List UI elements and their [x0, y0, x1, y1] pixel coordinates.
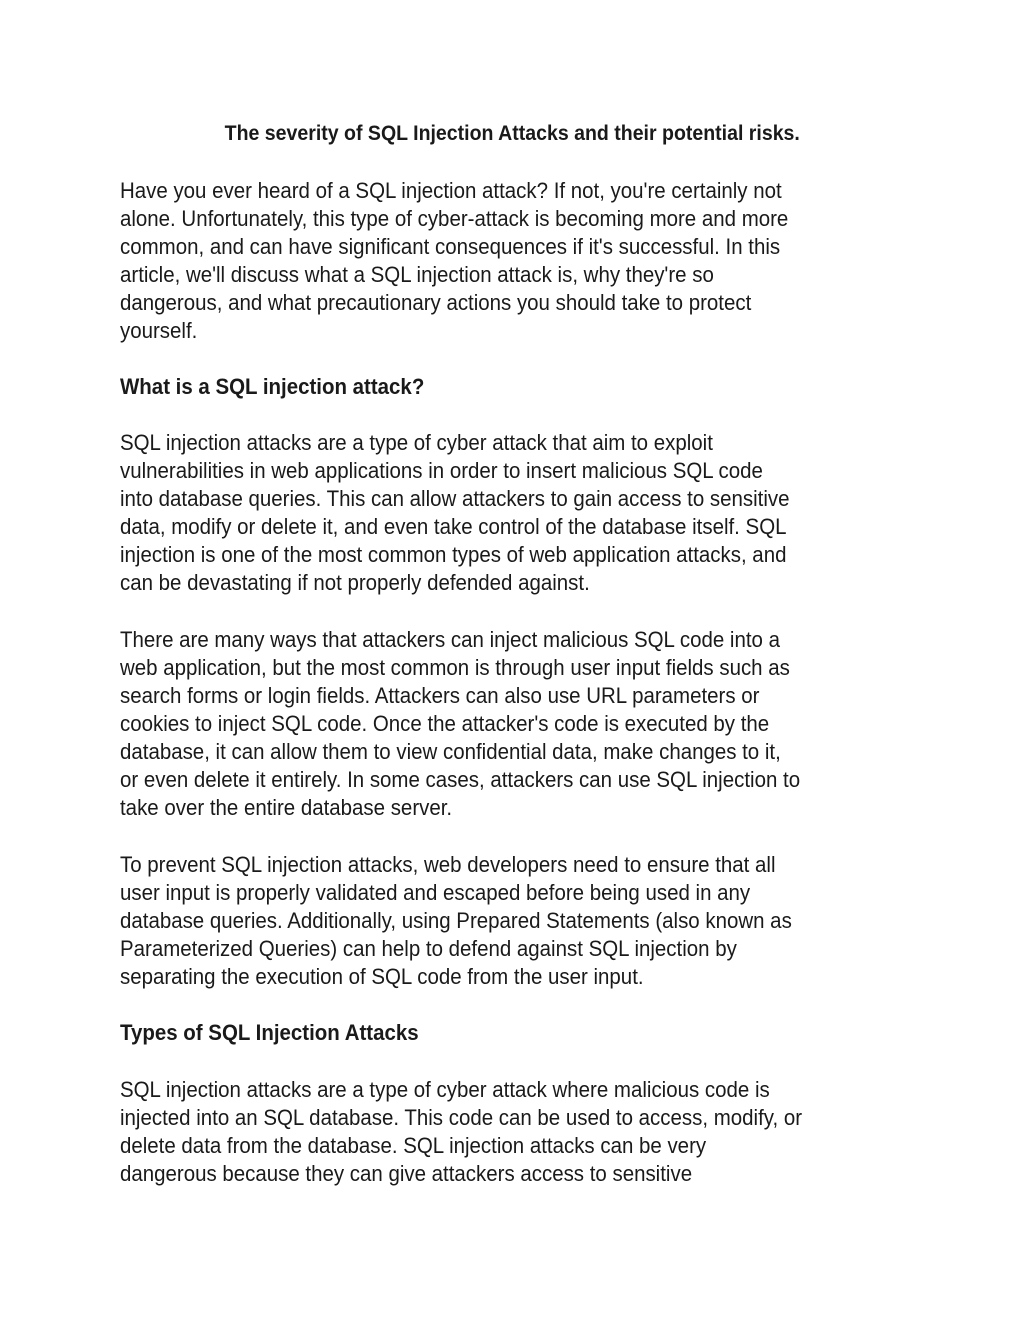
- text-line: web application, but the most common is through user input fields such as: [120, 655, 790, 680]
- text-line: database, it can allow them to view confidential data, make changes to it,: [120, 739, 781, 764]
- text-line: injected into an SQL database. This code can be used to access, modify, or: [120, 1105, 803, 1130]
- text-line: or even delete it entirely. In some cases, attackers can use SQL injection to: [120, 767, 801, 792]
- text-line: There are many ways that attackers can inject malicious SQL code into a: [120, 627, 780, 652]
- document-title-text: The severity of SQL Injection Attacks and their potential risks.: [224, 122, 800, 145]
- section-heading: What is a SQL injection attack?: [120, 374, 425, 399]
- text-line: dangerous, and what precautionary actions you should take to protect: [120, 290, 752, 315]
- text-line: article, we'll discuss what a SQL injection attack is, why they're so: [120, 262, 714, 287]
- section-heading: Types of SQL Injection Attacks: [120, 1020, 419, 1045]
- text-line: take over the entire database server.: [120, 795, 453, 820]
- text-line: data, modify or delete it, and even take control of the database itself. SQL: [120, 514, 787, 539]
- text-line: SQL injection attacks are a type of cyber attack that aim to exploit: [120, 430, 713, 455]
- text-line: user input is properly validated and escaped before being used in any: [120, 880, 751, 905]
- text-line: dangerous because they can give attackers access to sensitive: [120, 1161, 693, 1186]
- document-title: [0, 120, 1024, 148]
- text-line: To prevent SQL injection attacks, web developers need to ensure that all: [120, 852, 776, 877]
- text-line: SQL injection attacks are a type of cyber attack where malicious code is: [120, 1077, 770, 1102]
- text-line: Parameterized Queries) can help to defend against SQL injection by: [120, 936, 737, 961]
- text-line: cookies to inject SQL code. Once the attacker's code is executed by the: [120, 711, 770, 736]
- text-line: injection is one of the most common types of web application attacks, and: [120, 542, 787, 567]
- text-line: alone. Unfortunately, this type of cyber-attack is becoming more and more: [120, 206, 789, 231]
- text-line: search forms or login fields. Attackers can also use URL parameters or: [120, 683, 760, 708]
- text-line: can be devastating if not properly defended against.: [120, 570, 590, 595]
- text-line: yourself.: [120, 318, 198, 343]
- text-line: vulnerabilities in web applications in order to insert malicious SQL code: [120, 458, 763, 483]
- text-line: separating the execution of SQL code from the user input.: [120, 964, 644, 989]
- text-line: delete data from the database. SQL injection attacks can be very: [120, 1133, 707, 1158]
- text-line: Have you ever heard of a SQL injection attack? If not, you're certainly not: [120, 178, 782, 203]
- text-line: into database queries. This can allow attackers to gain access to sensitive: [120, 486, 790, 511]
- text-line: database queries. Additionally, using Prepared Statements (also known as: [120, 908, 792, 933]
- text-line: common, and can have significant consequences if it's successful. In this: [120, 234, 781, 259]
